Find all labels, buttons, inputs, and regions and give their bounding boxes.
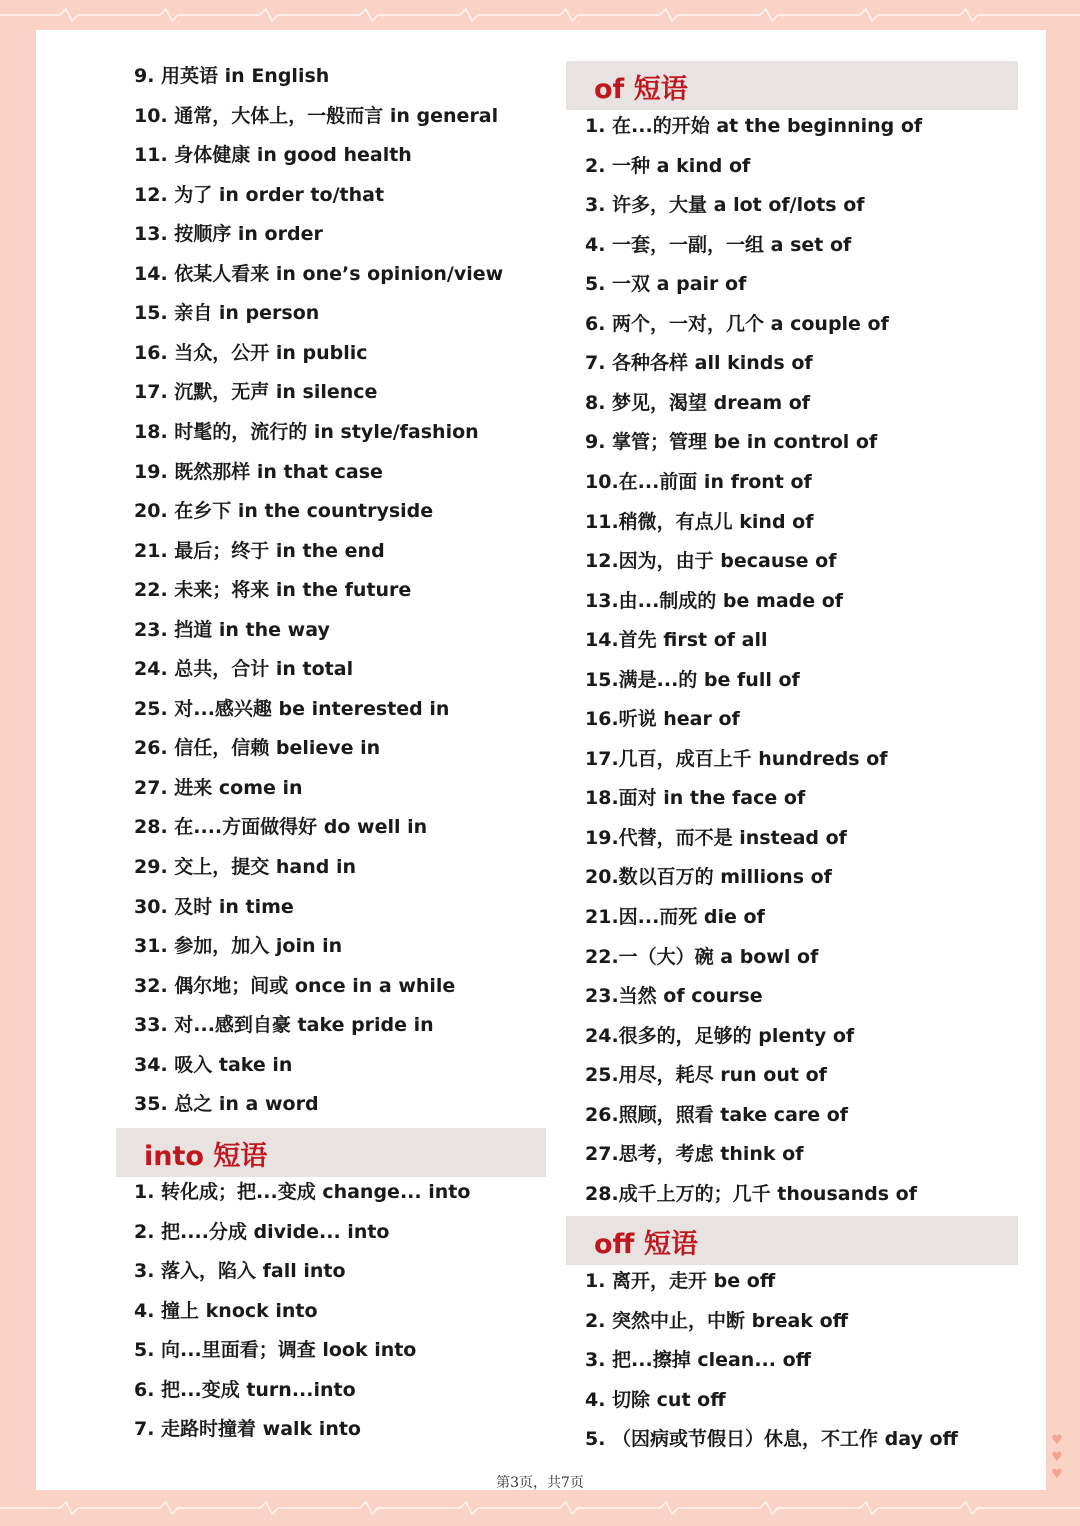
phrase-item: 13. 按顺序 in order [134,223,323,246]
phrase-item: 13.由...制成的 be made of [585,589,844,612]
phrase-item: 26. 信任，信赖 believe in [134,737,381,760]
phrase-item: 27. 进来 come in [134,776,303,799]
phrase-item: 16. 当众，公开 in public [134,341,368,364]
phrase-item: 20. 在乡下 in the countryside [134,500,434,523]
phrase-item: 30. 及时 in time [134,895,294,918]
phrase-item: 12. 为了 in order to/that [134,183,385,206]
phrase-item: 29. 交上，提交 hand in [134,856,357,878]
phrase-item: 6. 两个，一对，几个 a couple of [585,312,889,335]
phrase-item: 24.很多的，足够的 plenty of [585,1024,855,1047]
phrase-item: 21.因...而死 die of [585,906,765,928]
phrase-item: 34. 吸入 take in [134,1053,293,1076]
decorative-border-top [0,0,1080,30]
phrase-item: 10. 通常，大体上，一般而言 in general [134,104,499,127]
page-number: 第3页，共7页 [496,1475,584,1491]
phrase-item: 21. 最后；终于 in the end [134,539,385,562]
phrase-item: 31. 参加，加入 join in [134,935,343,958]
phrase-item: 11.稍微，有点儿 kind of [585,510,814,533]
phrase-item: 15. 亲自 in person [134,302,320,325]
phrase-item: 22. 未来；将来 in the future [134,579,412,602]
section-title: of 短语 [594,74,688,105]
phrase-item: 19.代替，而不是 instead of [585,826,847,849]
phrase-item: 3. 许多，大量 a lot of/lots of [585,194,865,217]
phrase-item: 9. 掌管；管理 be in control of [585,431,878,454]
phrase-item: 9. 用英语 in English [134,65,330,87]
phrase-item: 7. 各种各样 all kinds of [585,352,813,375]
phrase-item: 1. 转化成；把...变成 change... into [134,1181,471,1203]
phrase-item: 17.几百，成百上千 hundreds of [585,747,888,770]
phrase-item: 33. 对...感到自豪 take pride in [134,1014,434,1037]
phrase-item: 4. 切除 cut off [585,1388,726,1411]
phrase-item: 3. 落入，陷入 fall into [134,1260,346,1283]
section-header [116,1128,546,1177]
phrase-item: 27.思考，考虑 think of [585,1143,804,1166]
phrase-item: 28. 在....方面做得好 do well in [134,816,428,839]
phrase-item: 12.因为，由于 because of [585,550,837,573]
phrase-item: 11. 身体健康 in good health [134,144,412,167]
phrase-item: 15.满是...的 be full of [585,668,800,691]
phrase-item: 18. 时髦的，流行的 in style/fashion [134,420,479,443]
heart-icons: ♥ ♥ ♥ [1051,1433,1063,1482]
phrase-item: 25. 对...感兴趣 be interested in [134,697,450,720]
phrase-item: 35. 总之 in a word [134,1093,319,1116]
phrase-item: 28.成千上万的；几千 thousands of [585,1182,917,1205]
section-header [566,61,1018,110]
phrase-item: 19. 既然那样 in that case [134,460,383,483]
phrase-item: 2. 一种 a kind of [585,154,751,177]
phrase-item: 22.一（大）碗 a bowl of [585,945,819,968]
phrase-item: 1. 离开，走开 be off [585,1270,776,1292]
phrase-item: 18.面对 in the face of [585,787,806,810]
phrase-item: 17. 沉默，无声 in silence [134,381,378,404]
phrase-item: 4. 一套，一副，一组 a set of [585,233,852,256]
section-title: off 短语 [594,1229,698,1260]
phrase-item: 14. 依某人看来 in one’s opinion/view [134,262,504,285]
section-title: into 短语 [144,1141,268,1172]
phrase-item: 3. 把...擦掉 clean... off [585,1349,812,1372]
section-header [566,1216,1018,1265]
phrase-item: 32. 偶尔地；间或 once in a while [134,974,456,997]
phrase-item: 1. 在...的开始 at the beginning of [585,115,923,137]
phrase-item: 4. 撞上 knock into [134,1299,318,1322]
phrase-item: 25.用尽，耗尽 run out of [585,1064,827,1087]
phrase-item: 2. 突然中止，中断 break off [585,1309,849,1332]
phrase-item: 5. （因病或节假日）休息，不工作 day off [585,1428,958,1451]
phrase-item: 5. 向...里面看；调查 look into [134,1339,417,1362]
phrase-item: 20.数以百万的 millions of [585,866,832,889]
phrase-item: 23. 挡道 in the way [134,618,330,641]
phrase-item: 5. 一双 a pair of [585,273,747,296]
phrase-item: 16.听说 hear of [585,708,740,731]
phrase-item: 10.在...前面 in front of [585,470,812,493]
page-sheet [36,30,1046,1490]
phrase-item: 26.照顾，照看 take care of [585,1103,849,1126]
phrase-item: 8. 梦见，渴望 dream of [585,391,811,414]
phrase-item: 6. 把...变成 turn...into [134,1378,356,1401]
phrase-item: 14.首先 first of all [585,629,768,652]
phrase-item: 23.当然 of course [585,985,763,1008]
phrase-item: 2. 把....分成 divide... into [134,1220,390,1243]
phrase-item: 24. 总共，合计 in total [134,658,354,681]
decorative-border-bottom [0,1490,1080,1526]
phrase-item: 7. 走路时撞着 walk into [134,1418,361,1441]
